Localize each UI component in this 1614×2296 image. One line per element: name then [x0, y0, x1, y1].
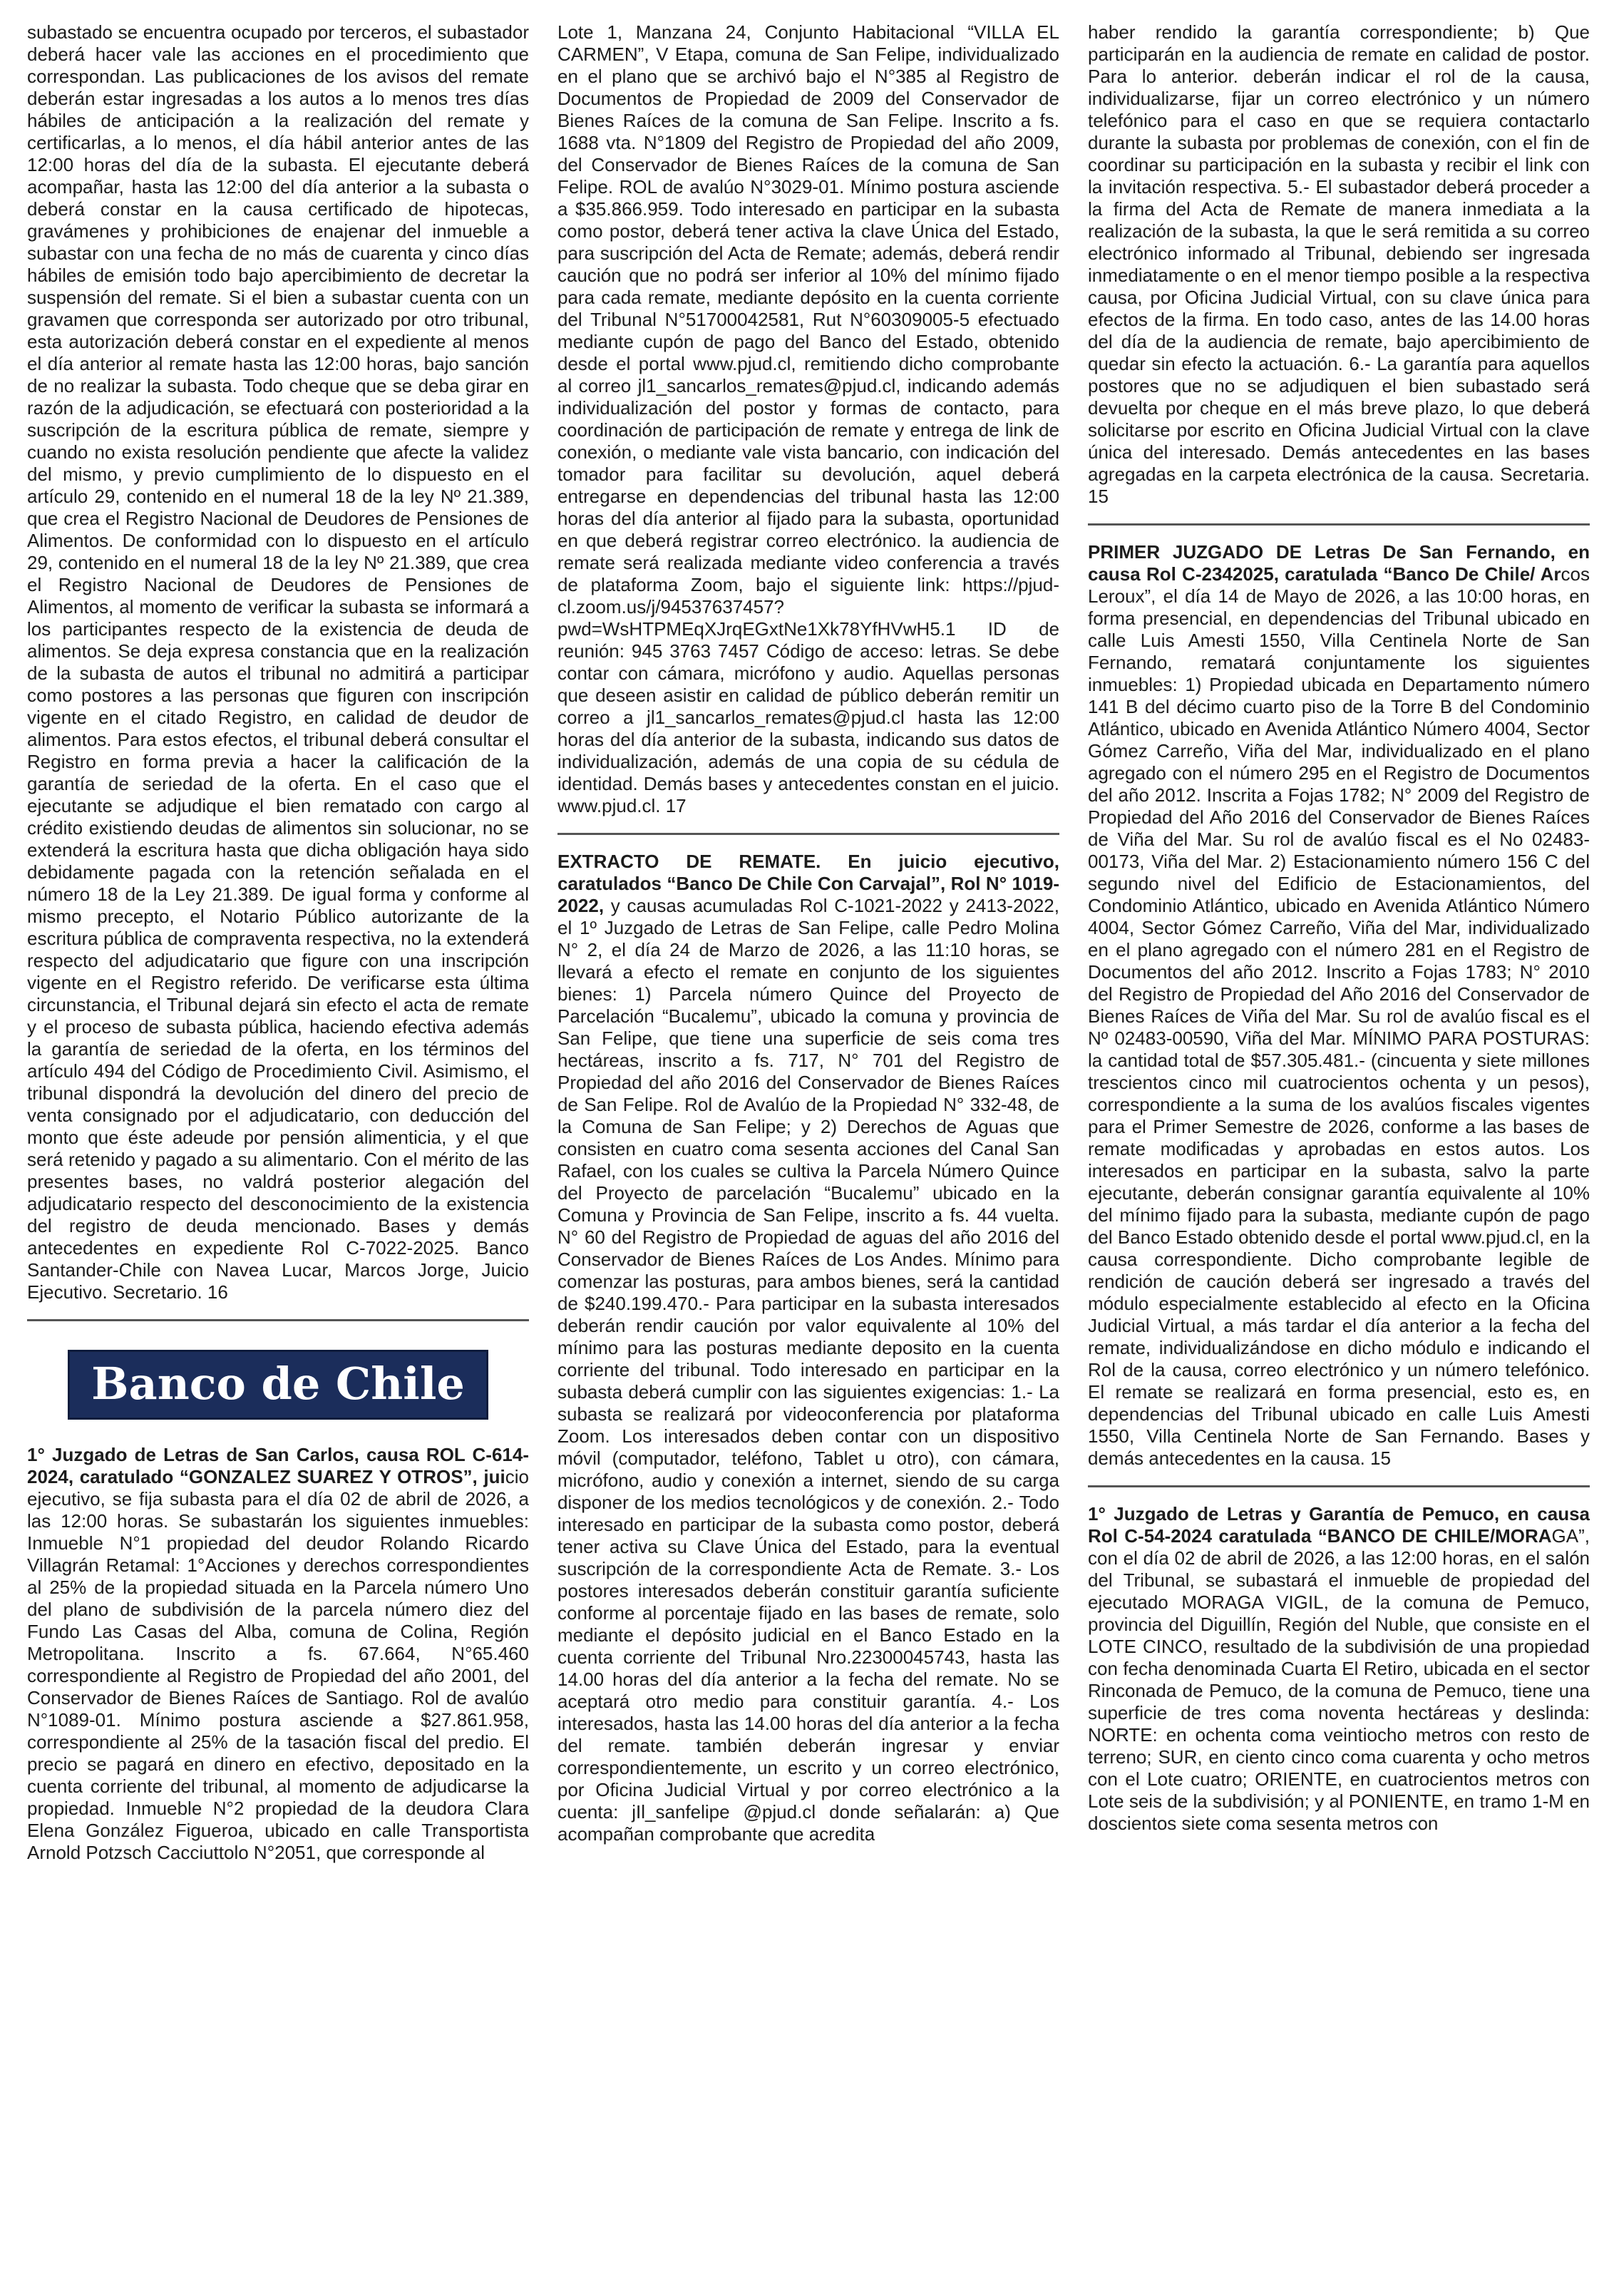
notice-body: y causas acumuladas Rol C-1021-2022 y 2413-2022, el 1º Juzgado de Letras de San Felipe, calle Pedro Molina N° 2, el día 24 de Marzo de 2026, a las 11:10 horas, se llevará a efecto el remate en conjunto de los siguientes bienes: 1) Parcela número Quince del Proyecto de Parcelación “Bucalemu”, ubicado la comuna y provincia de San Felipe, que tiene una superficie de seis coma tres hectáreas, inscrito a fs. 717, N° 701 del Registro de Propiedad del año 2016 del Conservador de Bienes Raíces de San Felipe. Rol de Avalúo de la Propiedad N° 332-48, de la Comuna de San Felipe; y 2) Derechos de Aguas que consisten en cuatro coma sesenta acciones del Canal San Rafael, con los cuales se cultiva la Parcela Número Quince del Proyecto de parcelación “Bucalemu” ubicado en la Comuna y Provincia de San Felipe, inscrito a fs. 44 vuelta. N° 60 del Registro de Propiedad de aguas del año 2016 del Conservador de Bienes Raíces de Los Andes. Mínimo para comenzar las posturas, para ambos bienes, será la cantidad de $240.199.470.- Para participar en la subasta interesados deberán rendir caución por valor equivalente al 10% del mínimo para las posturas mediante deposito en la cuenta corriente del tribunal. Todo interesado en participar en la subasta deberá cumplir con las siguientes exigencias: 1.- La subasta se realizará por videoconferencia por plataforma Zoom. Los interesados deben contar con un dispositivo móvil (computador, teléfono, Tablet u otro), con cámara, micrófono, audio y conexión a internet, siendo de su carga disponer de los medios tecnológicos y de conexión. 2.- Todo interesado en participar de la subasta como postor, deberá tener activa su Clave Única del Estado, para la eventual suscripción de la correspondiente Acta de Remate. 3.- Los postores interesados deberán constituir garantía suficiente conforme al porcentaje fijado en las bases de remate, solo mediante el depósito judicial en el Banco Estado en la cuenta corriente del Tribunal Nro.22300045743, hasta las 14.00 horas del día anterior a la fecha del remate. No se aceptará otro medio para constituir garantía. 4.- Los interesados, hasta las 14.00 horas del día anterior a la fecha del remate. también deberán ingresar y enviar correspondientemente, un escrito y un correo electrónico, por Oficina Judicial Virtual y por correo electrónico a la cuenta: jIl_sanfelipe @pjud.cl donde señalarán: a) Que acompañan comprobante que acredita: [557, 895, 1059, 1845]
notice-extracto-remate-carvajal: [557, 851, 1059, 1845]
notice-pemuco-moraga: [1088, 1503, 1590, 1835]
banco-de-chile-logo-wrap: [27, 1350, 529, 1420]
notice-divider: [27, 1319, 529, 1321]
notice-san-fernando-arcos: [1088, 541, 1590, 1470]
notice-divider: [557, 833, 1059, 835]
column-middle: [557, 21, 1059, 2275]
notice-body: cos Leroux”, el día 14 de Mayo de 2026, a las 10:00 horas, en forma presencial, en dependencias del Tribunal ubicado en calle Luis Amesti 1550, Villa Centinela Norte de San Fernando, rematará conjuntamente los siguientes inmuebles: 1) Propiedad ubicada en Departamento número 141 B del décimo cuarto piso de la Torre B del Condominio Atlántico, ubicado en Avenida Atlántico Número 4004, Sector Gómez Carreño, Viña del Mar, individualizado en el plano agregado con el número 295 en el Registro de Documentos del año 2012. Inscrita a Fojas 1782; N° 2009 del Registro de Propiedad del Año 2016 del Conservador de Bienes Raíces de Viña del Mar. Su rol de avalúo fiscal es el No 02483-00173, Viña del Mar. 2) Estacionamiento número 156 C del segundo nivel del Edificio de Estacionamientos, del Condominio Atlántico, ubicado en Avenida Atlántico Número 4004, Sector Gómez Carreño, Viña del Mar, individualizado en el plano agregado con el número 281 en el Registro de Documentos del año 2012. Inscrito a Fojas 1783; N° 2010 del Registro de Propiedad del Año 2016 del Conservador de Bienes Raíces de Viña del Mar. Su rol de avalúo fiscal es el Nº 02483-00590, Viña del Mar. MÍNIMO PARA POSTURAS: la cantidad total de $57.305.481.- (cincuenta y siete millones trescientos cinco mil cuatrocientos ochenta y un pesos), correspondiente a la suma de los avalúos fiscales vigentes para el Primer Semestre de 2026, conforme a las bases de remate modificadas y aprobadas en estos autos. Los interesados en participar en la subasta, salvo la parte ejecutante, deberán consignar garantía equivalente al 10% del mínimo fijado para la subasta, mediante cupón de pago del Banco Estado obtenido desde el portal www.pjud.cl, en la causa correspondiente. Dicho comprobante legible de rendición de caución deberá ser ingresado a través del módulo especialmente establecido al efecto en la Oficina Judicial Virtual, a más tardar el día anterior a la fecha del remate, individualizándose en dicho módulo e indicando el Rol de la causa, correo electrónico y un número telefónico. El remate se realizará en forma presencial, esto es, en dependencias del Tribunal ubicado en calle Luis Amesti 1550, Villa Centinela Norte de San Fernando. Bases y demás antecedentes en la causa. 15: [1088, 563, 1590, 1469]
notice-heading: 1° Juzgado de Letras de San Carlos, causa ROL C-614-2024, caratulado “GONZALEZ SUAREZ Y OTROS”, jui: [27, 1444, 529, 1487]
newspaper-page: [27, 21, 1590, 2275]
notice-heading: EXTRACTO DE REMATE. En juicio ejecutivo, caratulados “Banco De Chile Con Carvajal”, Rol N° 1019-2022,: [557, 851, 1059, 916]
notice-divider: [1088, 523, 1590, 526]
notice-body: cio ejecutivo, se fija subasta para el día 02 de abril de 2026, a las 12:00 horas. Se subastarán los siguientes inmuebles: Inmueble N°1 propiedad del deudor Rolando Ricardo Villagrán Retamal: 1°Acciones y derechos correspondientes al 25% de la propiedad situada en la Parcela número Uno del plano de subdivisión de la parcela número diez del Fundo Las Casas del Alba, comuna de Colina, Región Metropolitana. Inscrito a fs. 67.664, N°65.460 correspondiente al Registro de Propiedad del año 2001, del Conservador de Bienes Raíces de Santiago. Rol de avalúo N°1089-01. Mínimo postura asciende a $27.861.958, correspondiente al 25% de la tasación fiscal del predio. El precio se pagará en dinero en efectivo, depositado en la cuenta corriente del tribunal, al momento de adjudicarse la propiedad. Inmueble N°2 propiedad de la deudora Clara Elena González Figueroa, ubicado en calle Transportista Arnold Potzsch Cacciuttolo N°2051, que corresponde al: [27, 1466, 529, 1863]
notice-santander-continuation: subastado se encuentra ocupado por terceros, el subastador deberá hacer vale las acciones en el procedimiento que correspondan. Las publicaciones de los avisos del remate deberán estar ingresadas a los autos a lo menos tres días hábiles de anticipación a la realización del remate y certificarlas, a lo menos, el día hábil anterior antes de las 12:00 horas del día de la subasta. El ejecutante deberá acompañar, hasta las 12:00 del día anterior a la subasta o deberá constar en la causa certificado de hipotecas, gravámenes y prohibiciones de enajenar del inmueble a subastar con una fecha de no más de cuarenta y cinco días hábiles de emisión todo bajo apercibimiento de decretar la suspensión del remate. Si el bien a subastar cuenta con un gravamen que corresponda ser autorizado por otro tribunal, esta autorización deberá constar en el expediente al menos el día anterior al remate hasta las 12:00 horas, bajo sanción de no realizar la subasta. Todo cheque que se deba girar en razón de la adjudicación, se efectuará con posterioridad a la suscripción de la escritura pública de remate, siempre y cuando no exista resolución pendiente que afecte la validez del mismo, y previo cumplimiento de lo dispuesto en el artículo 29, contenido en el numeral 18 de la ley Nº 21.389, que crea el Registro Nacional de Deudores de Pensiones de Alimentos. De conformidad con lo dispuesto en el artículo 29, contenido en el numeral 18 de la ley Nº 21.389, que crea el Registro Nacional de Deudores de Pensiones de Alimentos, al momento de verificar la subasta se informará a los participantes respecto de la existencia de deuda de alimentos. Se deja expresa constancia que en la realización de la subasta de autos el tribunal no admitirá a participar como postores a las personas que figuren con inscripción vigente en el citado Registro, en calidad de deudor de alimentos. Para estos efectos, el tribunal deberá consultar el Registro en forma previa a hacer la calificación de la garantía de seriedad de la oferta. En el caso que el ejecutante se adjudique el bien rematado con cargo al crédito existiendo deudas de alimentos sin solucionar, no se extenderá la escritura hasta que dicha obligación haya sido debidamente pagada con la retención señalada en el número 18 de la Ley 21.389. De igual forma y conforme al mismo precepto, el Notario Público autorizante de la escritura pública de compraventa respectiva, no la extenderá respecto del adjudicatario que figure con una inscripción vigente en el Registro referido. De verificarse esta última circunstancia, el Tribunal dejará sin efecto el acta de remate y el proceso de subasta pública, haciendo efectiva además la garantía de seriedad de la oferta, en los términos del artículo 494 del Código de Procedimiento Civil. Asimismo, el tribunal dispondrá la devolución del dinero del precio de venta consignado por el adjudicatario, con deducción del monto que éste adeude por pensión alimenticia, y el que será retenido y pagado a su alimentario. Con el mérito de las presentes bases, no valdrá posterior alegación del adjudicatario respecto del desconocimiento de la existencia del registro de deuda mencionado. Bases y demás antecedentes en expediente Rol C-7022-2025. Banco Santander-Chile con Navea Lucar, Marcos Jorge, Juicio Ejecutivo. Secretario. 16: [27, 21, 529, 1303]
column-right: [1088, 21, 1590, 2275]
notice-divider: [1088, 1485, 1590, 1487]
column-left: [27, 21, 529, 2275]
notice-san-carlos-continuation: Lote 1, Manzana 24, Conjunto Habitacional “VILLA EL CARMEN”, V Etapa, comuna de San Felipe, individualizado en el plano que se archivó bajo el N°385 al Registro de Documentos de Propiedad de 2009 del Conservador de Bienes Raíces de la comuna de San Felipe. Inscrito a fs. 1688 vta. N°1809 del Registro de Propiedad del año 2009, del Conservador de Bienes Raíces de la comuna de San Felipe. ROL de avalúo N°3029-01. Mínimo postura asciende a $35.866.959. Todo interesado en participar en la subasta como postor, deberá tener activa la clave Única del Estado, para suscripción del Acta de Remate; además, deberá rendir caución que no podrá ser inferior al 10% del mínimo fijado para cada remate, mediante depósito en la cuenta corriente del Tribunal N°51700042581, Rut N°60309005-5 efectuado mediante cupón de pago del Banco del Estado, obtenido desde el portal www.pjud.cl, remitiendo dicho comprobante al correo jl1_sancarlos_remates@pjud.cl, indicando además individualización del postor y formas de contacto, para coordinación de participación de remate y entrega de link de conexión, o mediante vale vista bancario, con indicación del tomador para facilitar su devolución, aquel deberá entregarse en dependencias del tribunal hasta las 12:00 horas del día anterior al fijado para la subasta, oportunidad en que deberá registrar correo electrónico. la audiencia de remate será realizada mediante video conferencia a través de plataforma Zoom, bajo el siguiente link: https://pjud-cl.zoom.us/j/94537637457?pwd=WsHTPMEqXJrqEGxtNe1Xk78YfHVwH5.1 ID de reunión: 945 3763 7457 Código de acceso: letras. Se debe contar con cámara, micrófono y audio. Aquellas personas que deseen asistir en calidad de público deberán remitir un correo a jl1_sancarlos_remates@pjud.cl hasta las 12:00 horas del día anterior de la subasta, indicando sus datos de individualización, además de una copia de su cédula de identidad. Demás bases y antecedentes constan en el juicio. www.pjud.cl. 17: [557, 21, 1059, 816]
banco-de-chile-logo: Banco de Chile: [68, 1350, 488, 1420]
notice-san-felipe-continuation: haber rendido la garantía correspondiente; b) Que participarán en la audiencia de remate en calidad de postor. Para lo anterior. deberán indicar el rol de la causa, individualizarse, fijar un correo electrónico y un número telefónico para el caso en que se requiera contactarlo durante la subasta por problemas de conexión, con el fin de coordinar su participación en la subasta y recibir el link con la invitación respectiva. 5.- El subastador deberá proceder a la firma del Acta de Remate de manera inmediata a la realización de la subasta, la que le será remitida a su correo electrónico informado al Tribunal, debiendo ser ingresada inmediatamente o en el menor tiempo posible a la respectiva causa, por Oficina Judicial Virtual, con su clave única para efectos de la firma. En todo caso, antes de las 14.00 horas del día de la audiencia de remate, bajo apercibimiento de quedar sin efecto la actuación. 6.- La garantía para aquellos postores que no se adjudiquen el bien subastado será devuelta por cheque en el más breve plazo, lo que deberá solicitarse por escrito en Oficina Judicial Virtual con la clave única del interesado. Demás antecedentes en las bases agregadas en la carpeta electrónica de la causa. Secretaria. 15: [1088, 21, 1590, 507]
notice-heading: 1° Juzgado de Letras y Garantía de Pemuco, en causa Rol C-54-2024 caratulada “BANCO DE CHILE/MORA: [1088, 1503, 1590, 1547]
notice-san-carlos-gonzalez: [27, 1444, 529, 1864]
notice-heading: PRIMER JUZGADO DE Letras De San Fernando, en causa Rol C-2342025, caratulada “Banco De Chile/ Ar: [1088, 541, 1590, 585]
notice-body: GA”, con el día 02 de abril de 2026, a las 12:00 horas, en el salón del Tribunal, se subastará el inmueble de propiedad del ejecutado MORAGA VIGIL, de la comuna de Pemuco, provincia del Diguillín, Región del Nuble, que consiste en el LOTE CINCO, resultado de la subdivisión de una propiedad con fecha denominada Cuarta El Retiro, ubicada en el sector Rinconada de Pemuco, de la comuna de Pemuco, tiene una superficie de tres coma noventa hectáreas y deslinda: NORTE: en ochenta coma veintiocho metros con resto de terreno; SUR, en ciento cinco coma cuarenta y ocho metros con el Lote cuatro; ORIENTE, en cuatrocientos metros con Lote seis de la subdivisión; y al PONIENTE, en tramo 1-M en doscientos siete coma sesenta metros con: [1088, 1525, 1590, 1834]
